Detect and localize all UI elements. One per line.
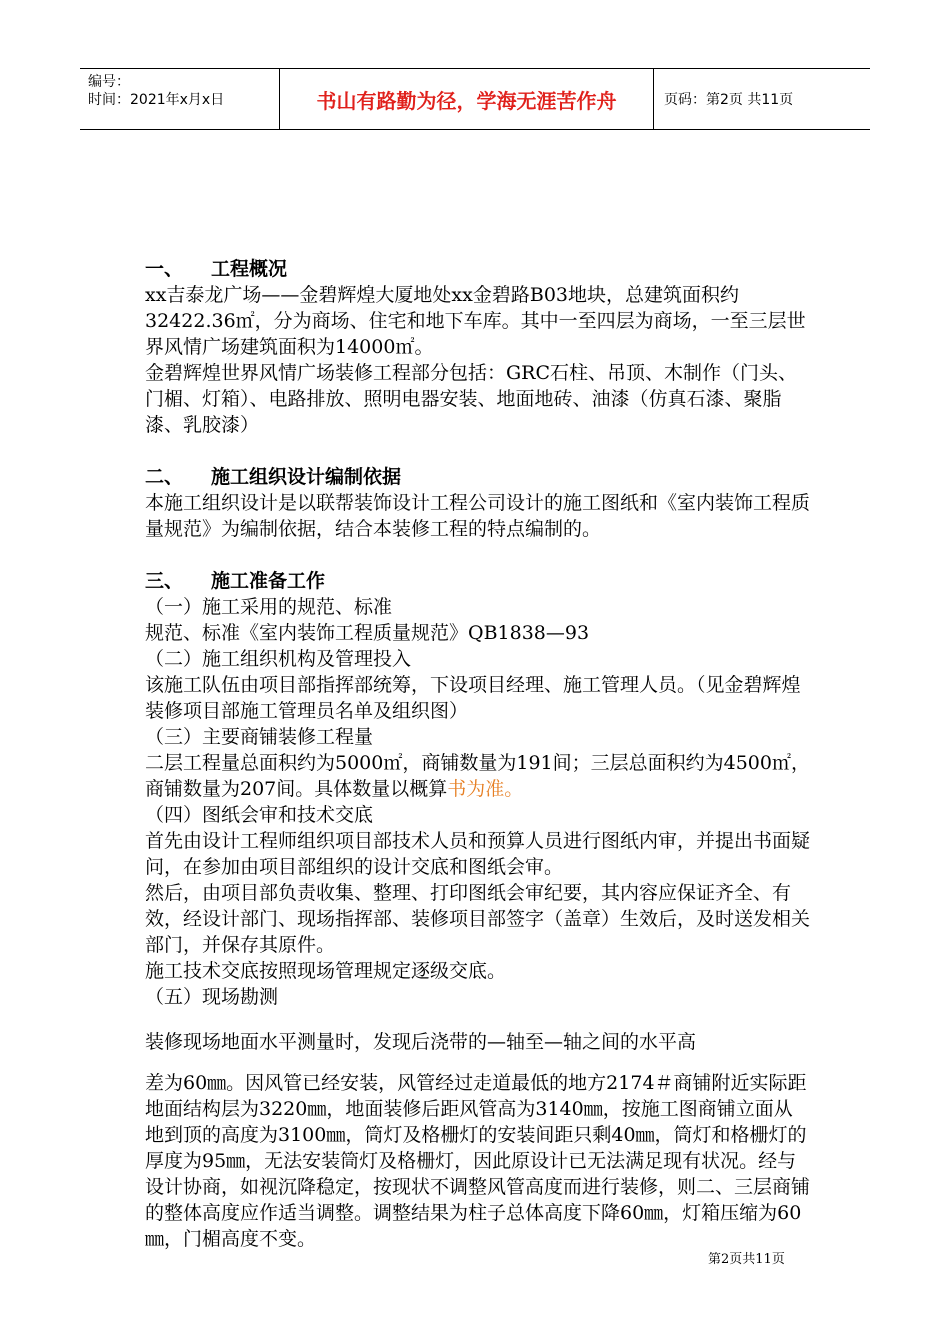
paragraph: 二层工程量总面积约为5000㎡，商铺数量为191间；三层总面积约为4500㎡，商铺数量为207间。具体数量以概算书为准。 <box>145 752 810 800</box>
section-heading-3: 三、 施工准备工作 <box>145 570 326 592</box>
subheading: （四）图纸会审和技术交底 <box>145 804 374 826</box>
page-footer: 第2页共11页 <box>708 1252 785 1267</box>
section-heading-2: 二、 施工组织设计编制依据 <box>145 466 402 488</box>
paragraph: 该施工队伍由项目部指挥部统筹，下设项目经理、施工管理人员。（见金碧辉煌装修项目部施工管理员名单及组织图） <box>145 674 801 722</box>
document-body <box>145 256 810 1252</box>
paragraph: 本施工组织设计是以联帮装饰设计工程公司设计的施工图纸和《室内装饰工程质量规范》为编制依据，结合本装修工程的特点编制的。 <box>145 492 811 540</box>
time-label: 时间：2021年x月x日 <box>88 92 225 108</box>
highlighted-text: 书为准。 <box>447 778 524 800</box>
paragraph: 施工技术交底按照现场管理规定逐级交底。 <box>145 960 507 982</box>
section-heading-1: 一、 工程概况 <box>145 258 288 280</box>
subheading: （三）主要商铺装修工程量 <box>145 726 374 748</box>
subheading: （五）现场勘测 <box>145 986 279 1008</box>
subheading: （二）施工组织机构及管理投入 <box>145 648 412 670</box>
paragraph: 差为60㎜。因风管已经安装，风管经过走道最低的地方2174＃商铺附近实际距地面结构层为3220㎜，地面装修后距风管高为3140㎜，按施工图商铺立面从地到顶的高度为3100㎜，筒灯及格栅灯的安装间距只剩40㎜，筒灯和格栅灯的厚度为95㎜，无法安装筒灯及格栅灯，因此原设计已无法满足现有状况。经与设计协商，如视沉降稳定，按现状不调整风管高度而进行装修，则二、三层商铺的整体高度应作适当调整。调整结果为柱子总体高度下降60㎜，灯箱压缩为60㎜，门楣高度不变。 <box>145 1072 811 1250</box>
paragraph: 然后，由项目部负责收集、整理、打印图纸会审纪要，其内容应保证齐全、有效，经设计部门、现场指挥部、装修项目部签字（盖章）生效后，及时送发相关部门，并保存其原件。 <box>145 882 811 956</box>
header-motto: 书山有路勤为径，学海无涯苦作舟 <box>280 69 654 129</box>
paragraph: xx吉泰龙广场——金碧辉煌大厦地处xx金碧路B03地块，总建筑面积约32422.36㎡，分为商场、住宅和地下车库。其中一至四层为商场，一至三层世界风情广场建筑面积为14000㎡。 <box>145 284 806 358</box>
header-page-label: 页码：第2页 共11页 <box>664 92 794 108</box>
paragraph: 规范、标准《室内装饰工程质量规范》QB1838—93 <box>145 622 590 644</box>
paragraph: 金碧辉煌世界风情广场装修工程部分包括：GRC石柱、吊顶、木制作（门头、门楣、灯箱）、电路排放、照明电器安装、地面地砖、油漆（仿真石漆、聚脂漆、乳胶漆） <box>145 362 798 436</box>
paragraph: 装修现场地面水平测量时，发现后浇带的—轴至—轴之间的水平高 <box>145 1031 697 1053</box>
code-label: 编号： <box>88 74 130 90</box>
paragraph: 首先由设计工程师组织项目部技术人员和预算人员进行图纸内审，并提出书面疑问，在参加由项目部组织的设计交底和图纸会审。 <box>145 830 811 878</box>
header-meta <box>80 69 280 129</box>
subheading: （一）施工采用的规范、标准 <box>145 596 393 618</box>
page-header <box>80 68 870 130</box>
